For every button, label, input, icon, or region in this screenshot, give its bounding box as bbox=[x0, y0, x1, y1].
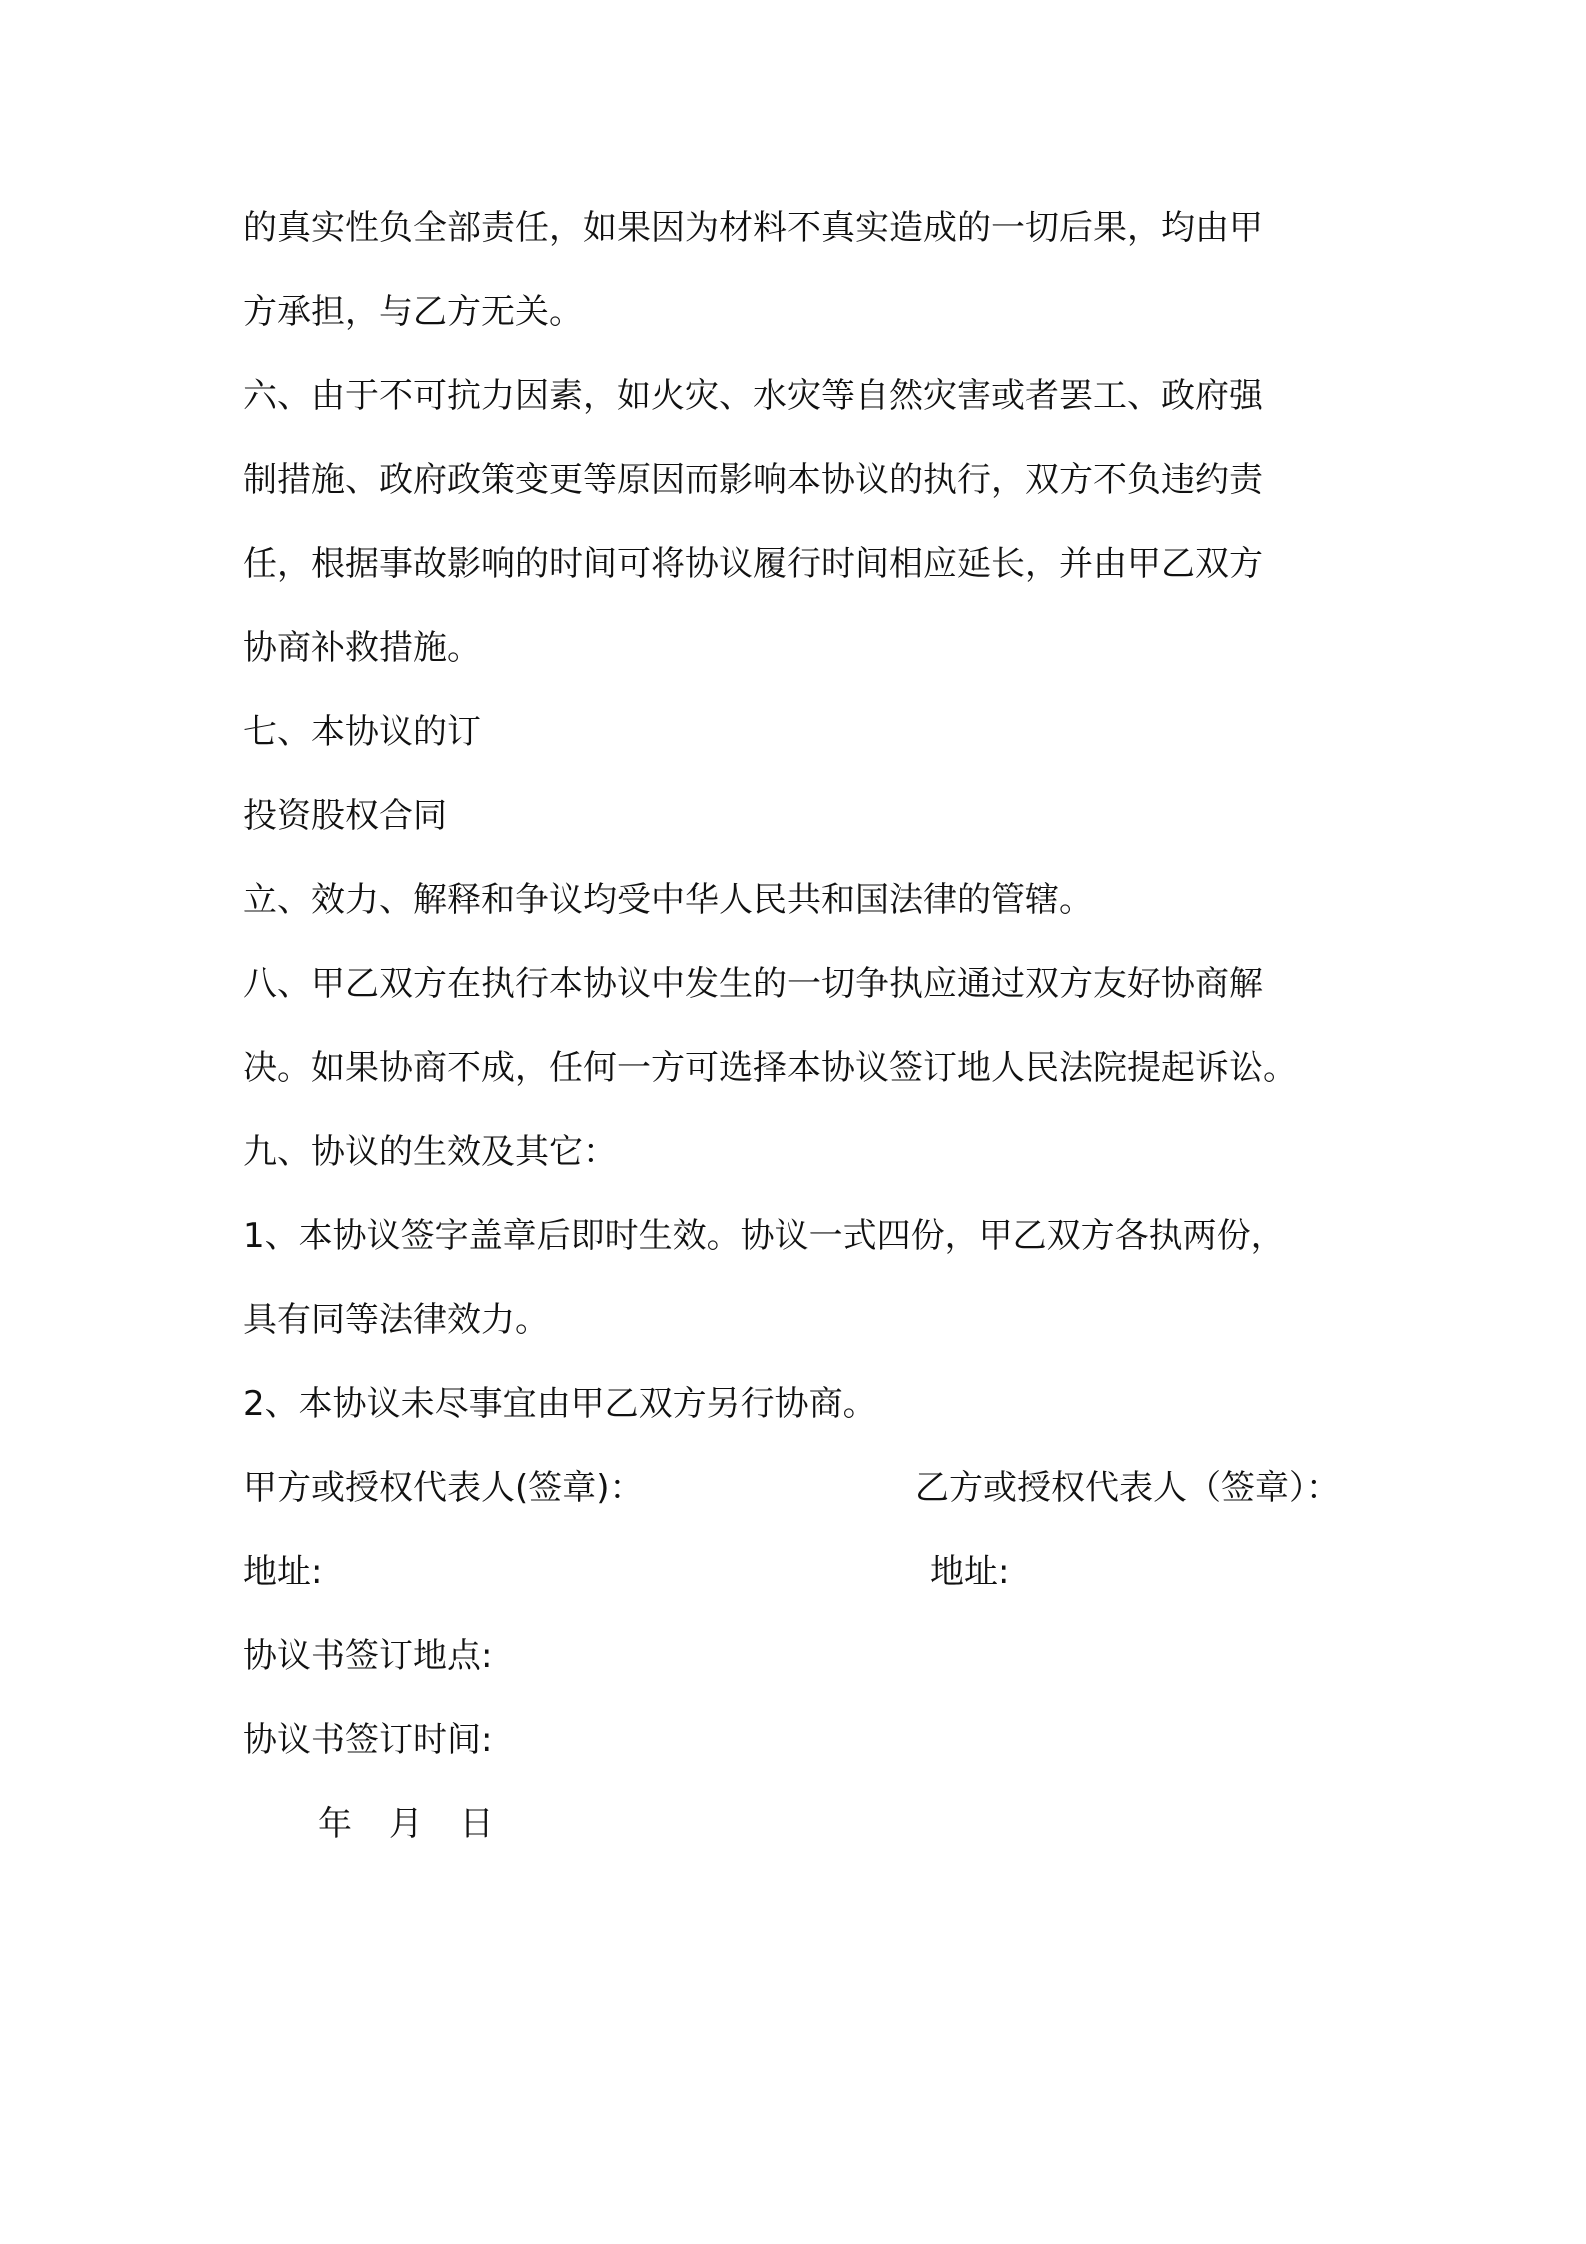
clause-six-line: 六、由于不可抗力因素，如火灾、水灾等自然灾害或者罢工、政府强 bbox=[243, 376, 1263, 416]
party-b-signature-label: 乙方或授权代表人（签章）： bbox=[915, 1468, 1340, 1508]
paragraph-line: 立、效力、解释和争议均受中华人民共和国法律的管辖。 bbox=[243, 880, 1093, 920]
clause-seven-line: 七、本协议的订 bbox=[243, 712, 481, 752]
signature-row bbox=[243, 1466, 1383, 1510]
party-a-address-label: 地址: bbox=[243, 1552, 323, 1592]
paragraph-line: 决。如果协商不成，任何一方可选择本协议签订地人民法院提起诉讼。 bbox=[243, 1048, 1297, 1088]
clause-nine-line: 九、协议的生效及其它： bbox=[243, 1132, 617, 1172]
paragraph-line: 方承担，与乙方无关。 bbox=[243, 292, 583, 332]
date-line bbox=[318, 1802, 520, 1846]
sub-clause-two-line: 2、本协议未尽事宜由甲乙双方另行协商。 bbox=[243, 1384, 877, 1424]
sub-clause-one-line: 1、本协议签字盖章后即时生效。协议一式四份，甲乙双方各执两份， bbox=[243, 1216, 1285, 1256]
paragraph-line: 制措施、政府政策变更等原因而影响本协议的执行，双方不负违约责 bbox=[243, 460, 1263, 500]
date-year: 年 bbox=[318, 1804, 352, 1844]
clause-eight-line: 八、甲乙双方在执行本协议中发生的一切争执应通过双方友好协商解 bbox=[243, 964, 1263, 1004]
inserted-title-line: 投资股权合同 bbox=[243, 796, 447, 836]
date-month: 月 bbox=[388, 1804, 423, 1844]
address-row bbox=[243, 1550, 1383, 1594]
date-day: 日 bbox=[459, 1804, 494, 1844]
paragraph-line: 协商补救措施。 bbox=[243, 628, 481, 668]
paragraph-line: 任，根据事故影响的时间可将协议履行时间相应延长，并由甲乙双方 bbox=[243, 544, 1263, 584]
party-b-address-label: 地址: bbox=[930, 1552, 1010, 1592]
sign-time-label: 协议书签订时间: bbox=[243, 1720, 493, 1760]
sign-place-label: 协议书签订地点: bbox=[243, 1636, 493, 1676]
paragraph-line: 具有同等法律效力。 bbox=[243, 1300, 549, 1340]
paragraph-line: 的真实性负全部责任，如果因为材料不真实造成的一切后果，均由甲 bbox=[243, 208, 1263, 248]
party-a-signature-label: 甲方或授权代表人(签章)： bbox=[243, 1468, 644, 1508]
